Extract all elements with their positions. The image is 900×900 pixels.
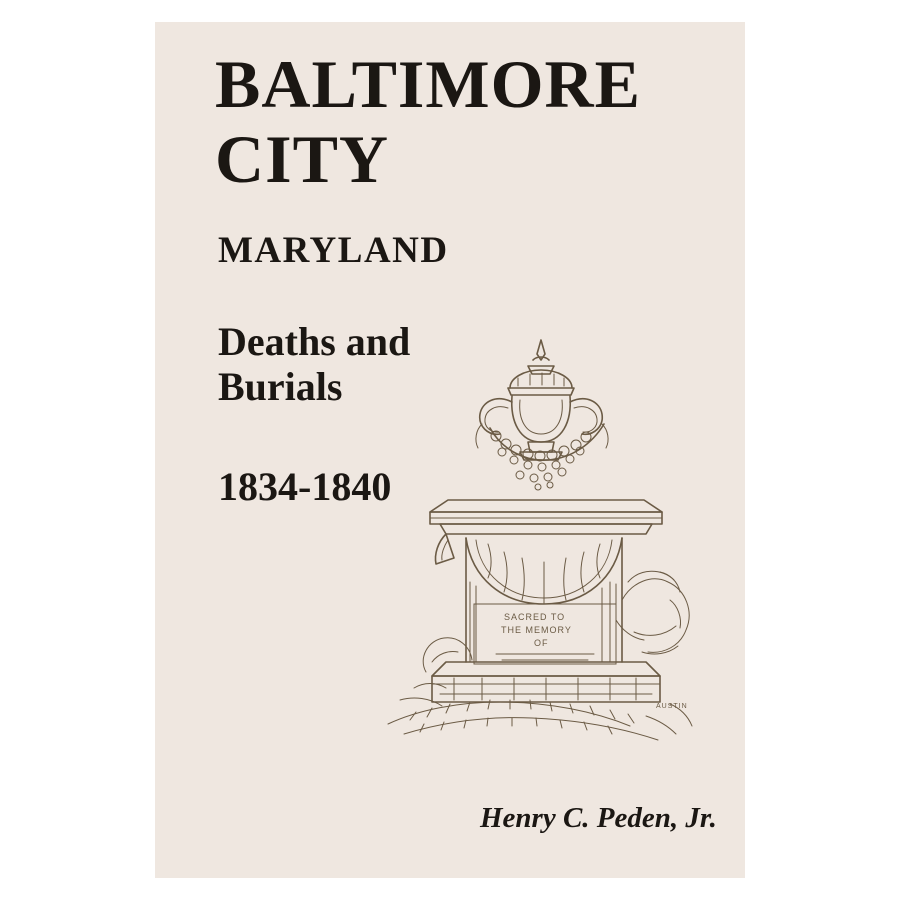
ground-grass — [388, 700, 692, 740]
book-cover — [155, 22, 745, 878]
urn-finial — [528, 340, 554, 374]
book-date-range: 1834-1840 — [218, 464, 392, 510]
svg-text:THE MEMORY: THE MEMORY — [501, 625, 572, 635]
svg-text:OF: OF — [534, 638, 549, 648]
foliage-right — [616, 571, 689, 654]
urn-handles — [480, 399, 603, 434]
monument-base — [432, 662, 660, 702]
book-author: Henry C. Peden, Jr. — [480, 802, 717, 834]
svg-text:SACRED TO: SACRED TO — [504, 612, 566, 622]
book-title-line-1: BALTIMORE — [215, 46, 641, 122]
artist-signature: AUSTIN — [656, 703, 688, 710]
pedestal-bracket — [435, 534, 454, 564]
drapery — [466, 538, 622, 604]
monument-inscription — [496, 612, 594, 660]
book-title-line-2: CITY — [215, 121, 390, 198]
cemetery-monument-engraving — [370, 332, 720, 752]
book-subtitle-state: MARYLAND — [218, 229, 449, 271]
pedestal-cornice — [430, 500, 662, 534]
book-subject-line-1: Deaths and — [218, 318, 411, 364]
book-subject-line-2: Burials — [218, 363, 343, 409]
pedestal-fluting — [470, 582, 616, 662]
